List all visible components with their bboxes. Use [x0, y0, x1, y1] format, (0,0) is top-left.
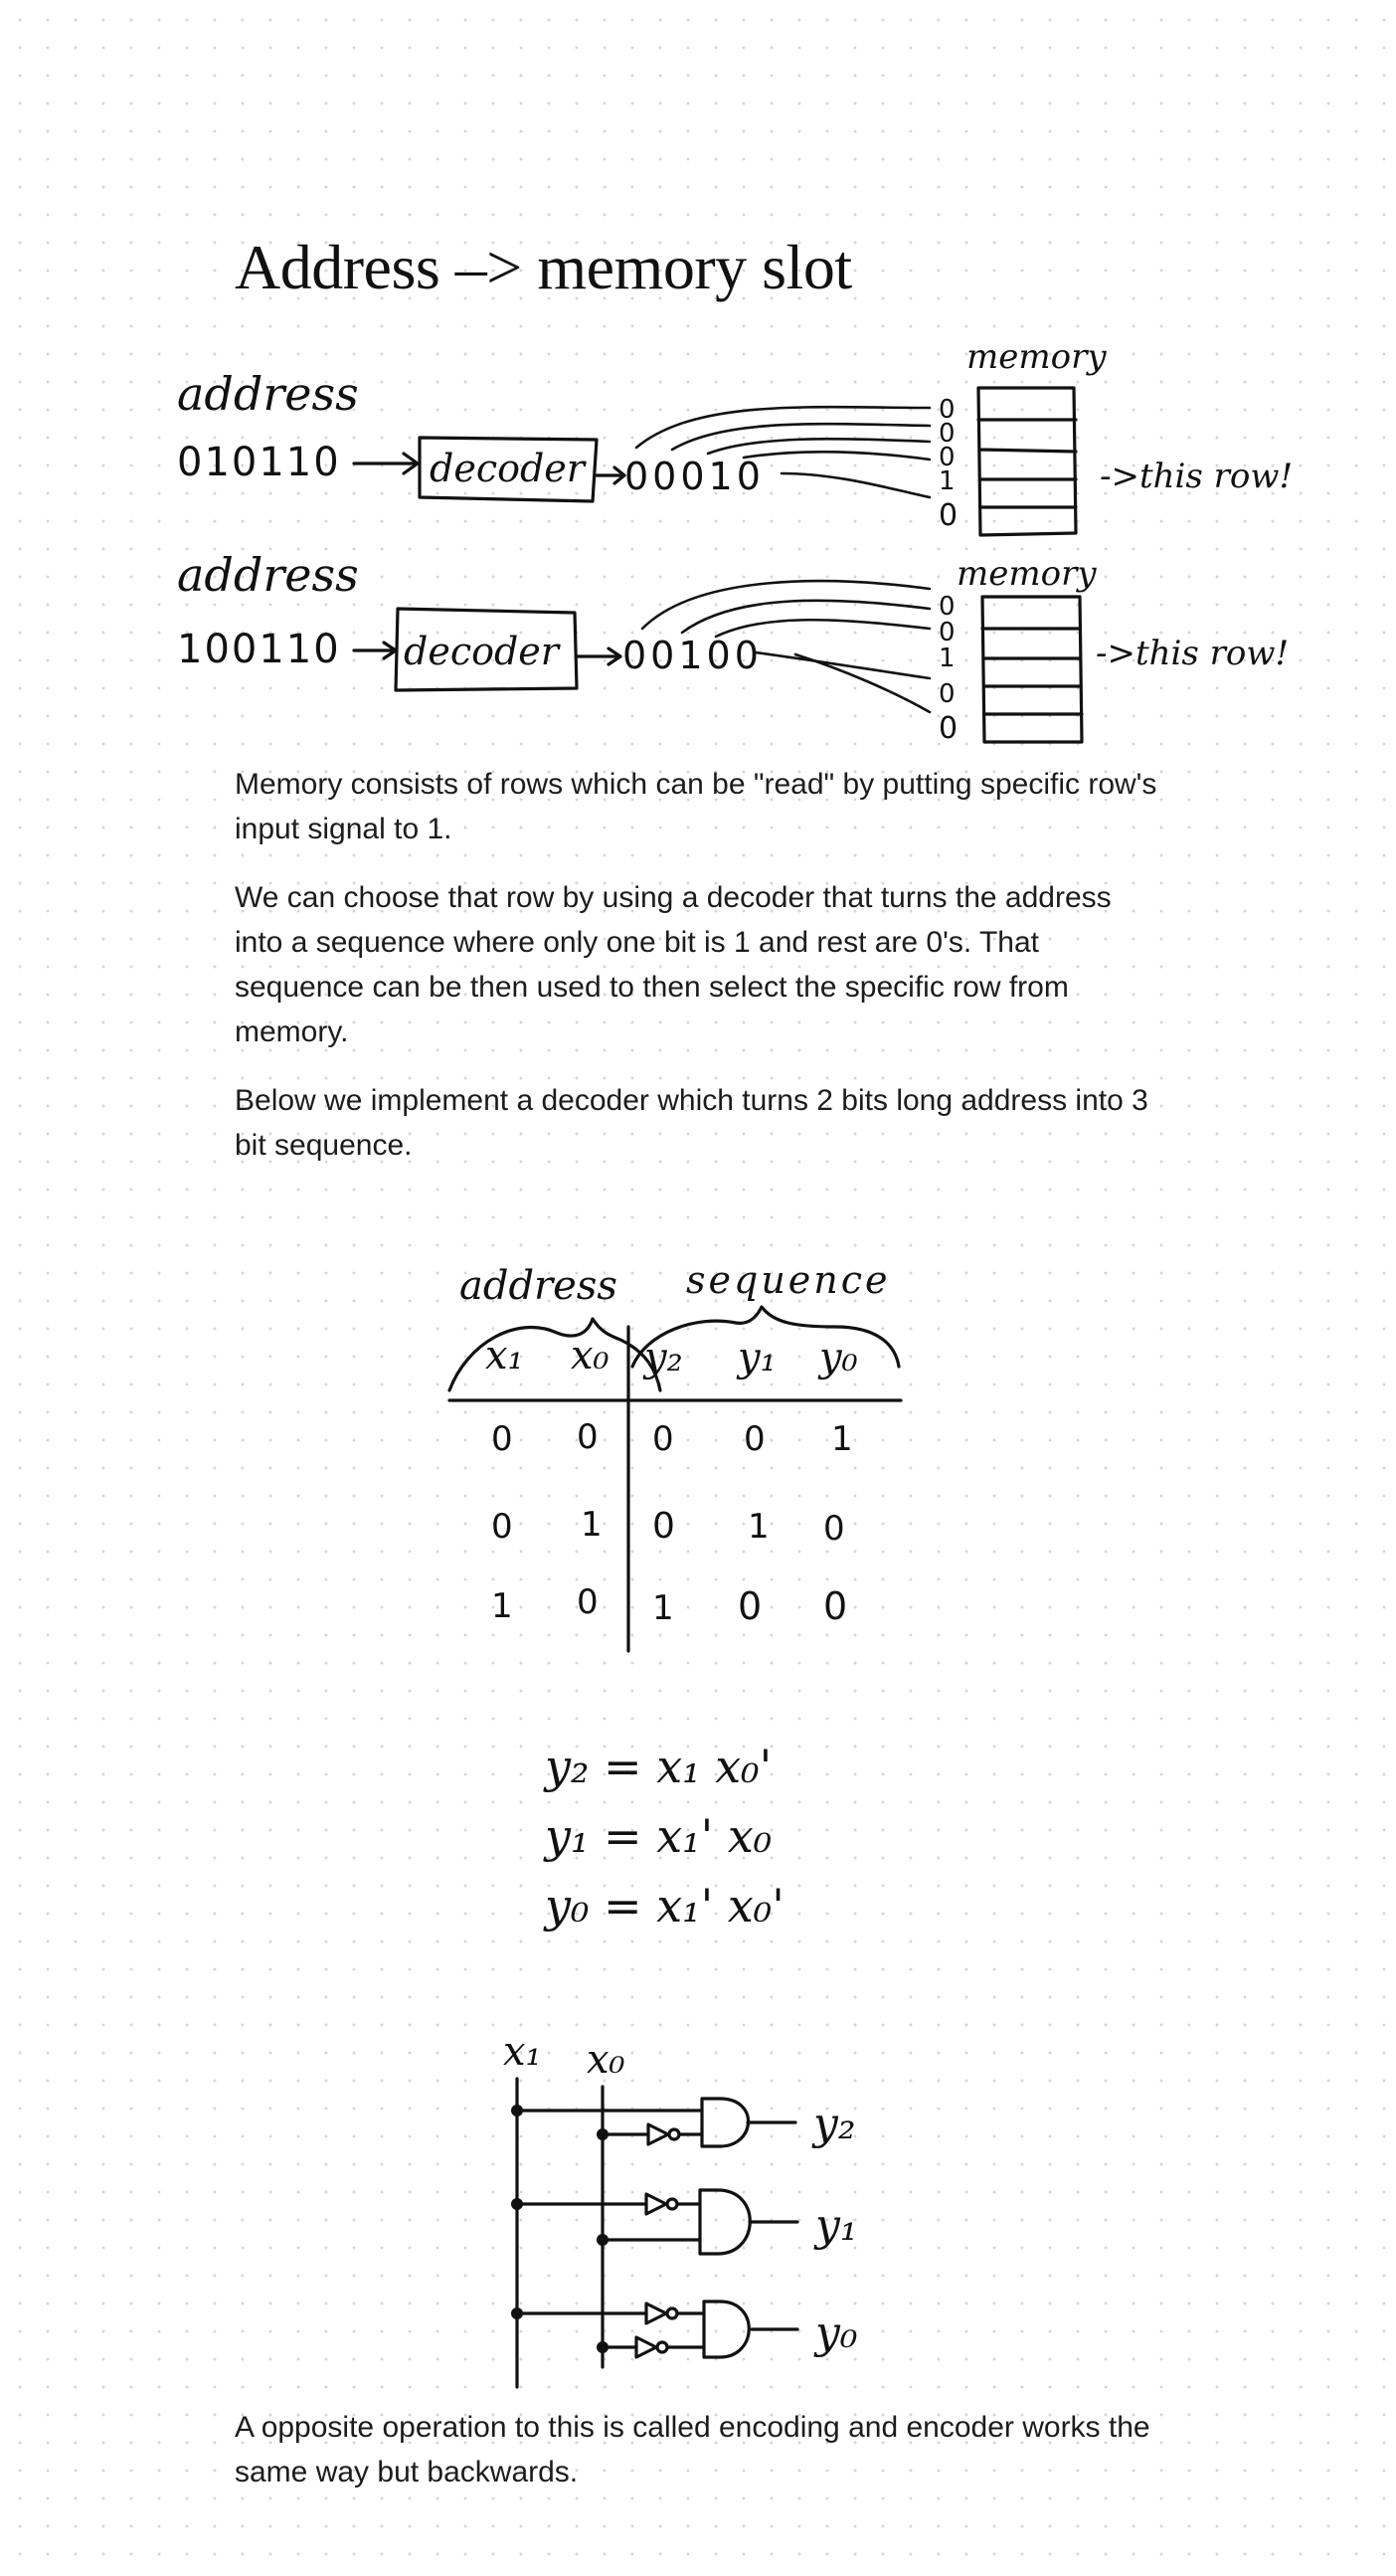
not-bubble-icon [667, 2199, 677, 2209]
row-note: ->this row! [1100, 457, 1294, 496]
paragraph-memory-rows: Memory consists of rows which can be "read" by putting specific row's input signal to 1. [235, 768, 1157, 845]
boolean-equations [0, 1731, 1396, 1969]
row-bit: 0 [939, 498, 959, 533]
group-label-address: address [459, 1263, 617, 1309]
output-label: y₀ [815, 2307, 858, 2358]
input-label: x₁ [503, 2029, 542, 2075]
arrow-from-decoder [577, 648, 620, 664]
table-cell: 0 [491, 1419, 513, 1459]
address-value: 100110 [177, 627, 341, 672]
equation: y₂ = x₁ x₀' [545, 1740, 773, 1793]
row-bit: 0 [939, 711, 959, 746]
row-bit: 0 [939, 395, 956, 425]
paragraph-implementation: Below we implement a decoder which turns 2 bits long address into 3 bit sequence. [235, 1084, 1148, 1162]
row-bit: 1 [939, 466, 956, 496]
table-cell: 0 [744, 1419, 766, 1459]
not-bubble-icon [669, 2129, 679, 2139]
wire [744, 452, 930, 460]
header-cell: y₂ [644, 1335, 683, 1380]
decoder-output: 00100 [622, 634, 763, 677]
table-cell: 0 [652, 1419, 674, 1459]
row-bit: 1 [939, 644, 956, 673]
row-note: ->this row! [1096, 634, 1290, 673]
not-gate-icon [648, 2124, 668, 2144]
row-bit: 0 [939, 592, 956, 622]
not-gate-icon [646, 2194, 666, 2214]
row-bit: 0 [939, 419, 956, 449]
not-bubble-icon [657, 2342, 667, 2352]
table-cell: 0 [823, 1509, 845, 1549]
decoder-diagram-1 [0, 337, 1396, 533]
output-label: y₁ [815, 2200, 858, 2251]
decoder-label: decoder [430, 447, 585, 490]
row-bit: 0 [939, 618, 956, 647]
and-gate-icon [704, 2301, 749, 2357]
decoder-diagram-2 [0, 548, 1396, 752]
header-cell: x₀ [571, 1333, 610, 1379]
decoder-circuit [0, 2029, 1396, 2397]
memory-block [982, 597, 1082, 742]
header-cell: x₁ [485, 1333, 524, 1379]
paragraph-encoding: A opposite operation to this is called encoding and encoder works the same way but backwards. [235, 2411, 1150, 2488]
not-bubble-icon [667, 2308, 677, 2318]
not-gate-icon [646, 2303, 666, 2323]
address-label: address [177, 548, 359, 602]
wire [672, 424, 930, 450]
row-bit: 0 [939, 443, 956, 472]
decoder-label: decoder [404, 630, 559, 673]
table-cell: 1 [748, 1507, 770, 1547]
table-cell: 0 [577, 1582, 599, 1622]
memory-block [978, 388, 1076, 535]
arrow-from-decoder [597, 467, 624, 483]
paragraph-decoder-explanation: We can choose that row by using a decoder that turns the address into a sequence where only one bit is 1 and rest are 0's. That sequence can be then used to then select the specific row from memory. [235, 881, 1112, 1048]
table-cell: 0 [652, 1506, 675, 1547]
table-cell: 0 [738, 1584, 763, 1628]
arrow-to-decoder [354, 454, 418, 473]
and-gate-icon [702, 2099, 749, 2146]
address-value: 010110 [177, 440, 341, 485]
group-label-sequence: sequence [686, 1258, 891, 1302]
output-label: y₂ [813, 2099, 856, 2149]
row-bit: 0 [939, 679, 956, 709]
table-cell: 1 [581, 1505, 603, 1545]
wire [682, 601, 930, 633]
equation: y₀ = x₁' x₀' [545, 1879, 785, 1932]
table-cell: 0 [577, 1417, 599, 1457]
truth-table [0, 1253, 1396, 1671]
header-cell: y₁ [738, 1335, 777, 1380]
wire [756, 652, 930, 678]
table-cell: 0 [823, 1584, 848, 1628]
table-cell: 0 [491, 1507, 513, 1547]
and-gate-icon [700, 2190, 750, 2254]
wire [795, 654, 930, 712]
table-cell: 1 [491, 1586, 513, 1626]
memory-label: memory [957, 554, 1097, 594]
address-label: address [177, 367, 359, 421]
decoder-output: 00010 [624, 455, 765, 498]
table-cell: 1 [831, 1419, 853, 1459]
page-title: Address –> memory slot [235, 232, 852, 302]
memory-label: memory [966, 337, 1107, 377]
wire [782, 473, 930, 497]
arrow-to-decoder [354, 643, 396, 658]
header-cell: y₀ [819, 1335, 858, 1380]
table-cell: 1 [652, 1588, 674, 1628]
not-gate-icon [636, 2337, 656, 2357]
input-label: x₀ [587, 2037, 625, 2083]
equation: y₁ = x₁' x₀ [545, 1809, 773, 1863]
